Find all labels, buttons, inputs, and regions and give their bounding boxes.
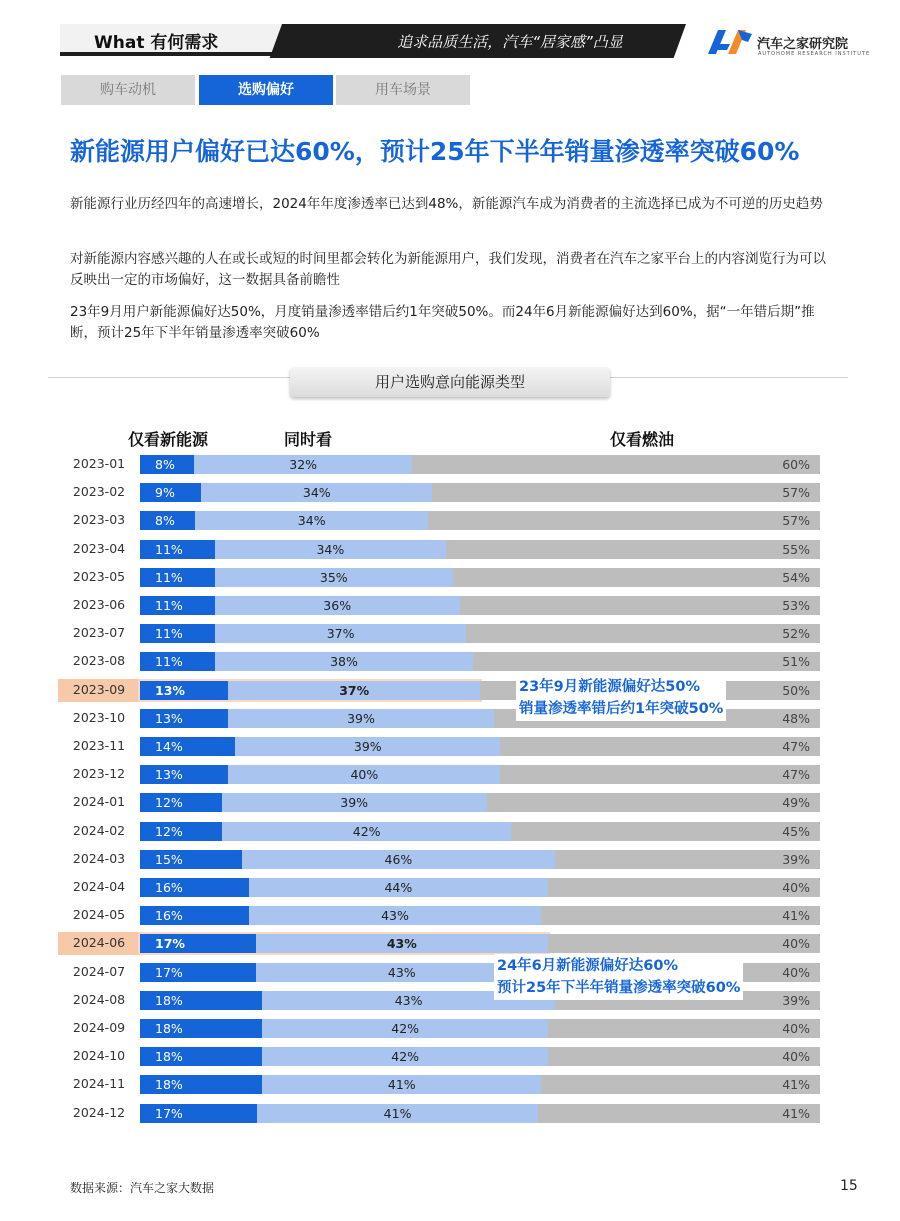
category-label: 2024-01 [72,794,126,810]
data-label-gas: 49% [782,795,810,811]
data-label-gas: 39% [782,851,810,867]
data-label-ev: 18% [155,1049,183,1065]
chart-title: 用户选购意向能源类型 [290,367,610,397]
category-label: 2023-10 [72,709,126,725]
annotation-line: 23年9月新能源偏好达50% [519,678,700,695]
data-label-ev: 8% [155,457,175,472]
paragraph-3: 23年9月用户新能源偏好达50%，月度销量渗透率错后约1年突破50%。而24年6月新能源偏好达到60%，据“一年错后期”推断，预计25年下半年销量渗透率突破60% [70,304,815,341]
annotation-callout [516,675,726,721]
data-label-ev: 16% [155,880,183,895]
category-label: 2024-07 [72,963,126,979]
data-label-both: 37% [326,626,355,642]
category-label: 2024-08 [72,991,126,1007]
data-label-both: 43% [394,992,423,1008]
data-label-ev: 11% [155,626,183,642]
category-label: 2023-07 [72,625,126,641]
data-label-gas: 48% [782,710,810,726]
data-label-gas: 60% [782,457,810,472]
category-label: 2024-06 [72,935,126,951]
data-label-both: 34% [297,513,326,529]
data-label-ev: 16% [155,908,183,924]
category-label: 2023-06 [72,597,126,612]
data-label-ev: 14% [155,739,183,754]
data-label-gas: 54% [782,569,810,585]
data-label-both: 36% [323,598,352,613]
data-label-ev: 9% [155,485,175,501]
data-label-both: 37% [339,682,370,698]
data-label-gas: 51% [782,654,810,670]
category-label: 2024-03 [72,850,126,866]
data-label-ev: 18% [155,1021,183,1036]
data-label-ev: 18% [155,1077,183,1093]
category-label: 2023-04 [72,540,126,556]
data-label-both: 38% [330,654,358,670]
data-label-ev: 11% [155,654,183,670]
category-label: 2024-12 [72,1104,126,1120]
data-label-ev: 12% [155,795,183,811]
data-label-gas: 53% [782,598,810,613]
paragraph-2: 对新能源内容感兴趣的人在或长或短的时间里都会转化为新能源用户，我们发现，消费者在汽车之家平台上的内容浏览行为可以反映出一定的市场偏好，这一数据具备前瞻性 [70,251,826,288]
category-label: 2023-03 [72,512,126,528]
data-label-gas: 40% [782,1049,810,1065]
logo-text-en: AUTOHOME RESEARCH INSTITUTE [758,51,871,57]
data-label-gas: 41% [782,1077,810,1093]
data-source: 数据来源：汽车之家大数据 [70,1181,215,1195]
data-label-gas: 50% [782,682,810,698]
logo-text-cn: 汽车之家研究院 [757,37,849,52]
data-label-gas: 47% [782,739,810,754]
category-label: 2023-09 [72,681,126,697]
data-label-both: 43% [387,964,416,980]
data-label-gas: 52% [782,626,810,642]
section-label: What 有何需求 [94,33,219,53]
category-label: 2023-08 [72,653,126,669]
category-label: 2024-02 [72,822,126,838]
category-label: 2023-05 [72,568,126,584]
data-label-gas: 45% [782,823,810,839]
category-label: 2023-02 [72,484,126,500]
category-label: 2023-01 [72,456,126,471]
data-label-ev: 17% [155,964,183,980]
data-label-gas: 55% [782,541,810,557]
data-label-both: 35% [319,569,348,585]
category-label: 2024-05 [72,907,126,923]
data-label-ev: 11% [155,598,183,613]
legend-ev-only: 仅看新能源 [128,430,209,449]
data-label-both: 41% [383,1105,412,1121]
data-label-ev: 13% [155,767,183,783]
category-label: 2024-10 [72,1048,126,1064]
data-label-gas: 39% [782,992,810,1008]
annotation-line: 销量渗透率错后约1年突破50% [519,700,724,717]
data-label-both: 41% [387,1077,416,1093]
data-label-gas: 40% [782,880,810,895]
tab-purchase-preference[interactable]: 选购偏好 [199,75,333,105]
data-label-ev: 18% [155,992,183,1008]
data-label-both: 42% [391,1049,420,1065]
data-label-both: 32% [289,457,318,472]
data-label-both: 42% [391,1021,420,1036]
data-label-gas: 40% [782,964,810,980]
data-label-ev: 15% [155,851,183,867]
data-label-gas: 40% [782,936,810,952]
data-label-both: 39% [347,710,375,726]
data-label-ev: 8% [155,513,175,529]
page-number: 15 [840,1178,858,1194]
legend-both: 同时看 [284,430,333,449]
data-label-gas: 57% [782,513,810,529]
data-label-both: 46% [384,851,413,867]
data-label-ev: 17% [155,1105,183,1121]
data-label-both: 40% [350,767,379,783]
data-label-both: 43% [386,936,417,952]
data-label-both: 43% [381,908,409,924]
paragraph-1: 新能源行业历经四年的高速增长，2024年年度渗透率已达到48%，新能源汽车成为消费者的主流选择已成为不可逆的历史趋势 [70,196,823,212]
page-title: 新能源用户偏好已达60%，预计25年下半年销量渗透率突破60% [70,137,800,166]
data-label-gas: 57% [782,485,810,501]
tab-purchase-motive[interactable]: 购车动机 [61,75,195,105]
header-banner-text: 追求品质生活，汽车“居家感”凸显 [397,33,623,51]
data-label-both: 39% [340,795,369,811]
data-label-gas: 40% [782,1021,810,1036]
category-label: 2023-12 [72,766,126,782]
annotation-line: 24年6月新能源偏好达60% [497,958,678,975]
legend-gas-only: 仅看燃油 [610,430,675,449]
data-label-both: 42% [352,823,381,839]
data-label-ev: 11% [155,569,183,585]
data-label-ev: 12% [155,823,183,839]
category-label: 2024-04 [72,879,126,894]
bar-segment-ev [140,709,228,728]
data-label-ev: 13% [155,710,183,726]
data-label-both: 34% [316,541,345,557]
data-label-ev: 17% [155,936,185,952]
data-label-both: 44% [384,880,413,895]
data-label-ev: 11% [155,541,183,557]
data-label-gas: 47% [782,767,810,783]
category-label: 2024-11 [72,1076,126,1092]
category-label: 2024-09 [72,1020,126,1035]
tab-usage-scenario[interactable]: 用车场景 [336,75,470,105]
category-label: 2023-11 [72,738,126,753]
annotation-line: 预计25年下半年销量渗透率突破60% [497,980,741,997]
annotation-callout [494,954,743,1000]
data-label-gas: 41% [782,908,810,924]
data-label-both: 34% [302,485,331,501]
bar-segment-ev [140,765,228,784]
data-label-both: 39% [353,739,382,754]
data-label-gas: 41% [782,1105,810,1121]
data-label-ev: 13% [155,682,185,698]
